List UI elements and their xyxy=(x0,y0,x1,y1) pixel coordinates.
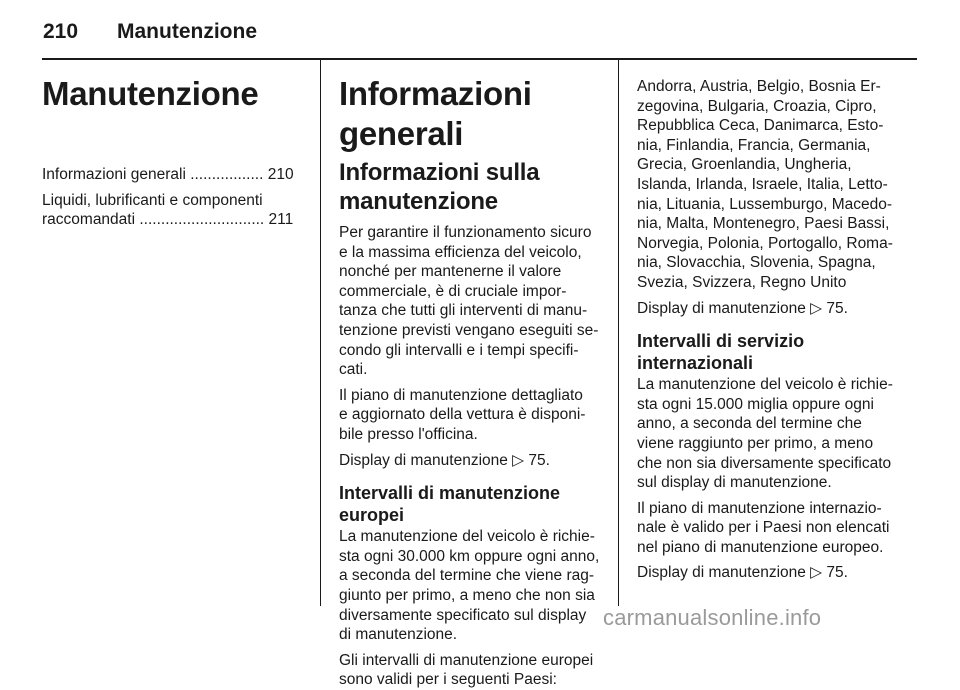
column-divider-1 xyxy=(320,60,321,606)
section-title: Informazioni generali xyxy=(339,75,532,152)
column-1 xyxy=(42,60,304,230)
country-list: Andorra, Austria, Belgio, Bosnia Er- zegovina, Bulgaria, Croazia, Cipro, Repubblica Ceca, Danimarca, Esto- nia, Finlandia, Francia, Germania, Grecia, Groenlandia, Ungheria, Islanda, Irlanda, Israele, Italia, Letto- nia, Lituania, Lussemburgo, Macedo- nia, Malta, Montenegro, Paesi Bassi, Norvegia, Polonia, Portogallo, Roma- nia, Slovacchia, Slovenia, Spagna, Svezia, Svizzera, Regno Unito xyxy=(637,78,893,291)
paragraph: Il piano di manutenzione dettagliato e aggiornato della vettura è disponi- bile presso l'officina. xyxy=(339,386,586,443)
chapter-title: Manutenzione xyxy=(42,75,259,112)
cross-reference[interactable]: Display di manutenzione ▷ 75. xyxy=(339,451,550,469)
toc-entry[interactable]: Liquidi, lubrificanti e componenti raccomandati ............................. 211 xyxy=(42,191,294,229)
paragraph: Per garantire il funzionamento sicuro e la massima efficienza del veicolo, nonché per mantenerne il valore commerciale, è di cruciale impor- tanza che tutti gli interventi di manu- tenzione previsti vengano eseguiti se- condo gli intervalli e i tempi specifi- cati. xyxy=(339,224,599,379)
running-title: Manutenzione xyxy=(117,20,257,43)
toc-entry[interactable]: Informazioni generali ................. 210 xyxy=(42,166,294,183)
page-number: 210 xyxy=(43,20,79,43)
column-2 xyxy=(339,60,605,690)
column-3 xyxy=(637,60,903,583)
paragraph: Gli intervalli di manutenzione europei sono validi per i seguenti Paesi: xyxy=(339,651,594,689)
heading-international-intervals: Intervalli di servizio internazionali xyxy=(637,331,805,374)
paragraph: La manutenzione del veicolo è richie- sta ogni 15.000 miglia oppure ogni anno, a seconda del termine che viene raggiunto per primo, a meno che non sia diversamente specificato sul display di manutenzione. xyxy=(637,376,893,492)
cross-reference[interactable]: Display di manutenzione ▷ 75. xyxy=(637,299,848,317)
watermark: carmanualsonline.info xyxy=(603,605,822,630)
paragraph: La manutenzione del veicolo è richie- sta ogni 30.000 km oppure ogni anno, a seconda del termine che viene rag- giunto per primo, a meno che non sia diversamente specificato sul display di manutenzione. xyxy=(339,528,600,644)
cross-reference[interactable]: Display di manutenzione ▷ 75. xyxy=(637,564,848,582)
column-divider-2 xyxy=(618,60,619,606)
heading-european-intervals: Intervalli di manutenzione europei xyxy=(339,483,561,526)
paragraph: Il piano di manutenzione internazio- nale è valido per i Paesi non elencati nel piano di manutenzione europeo. xyxy=(637,499,890,556)
subsection-title: Informazioni sulla manutenzione xyxy=(339,159,540,215)
